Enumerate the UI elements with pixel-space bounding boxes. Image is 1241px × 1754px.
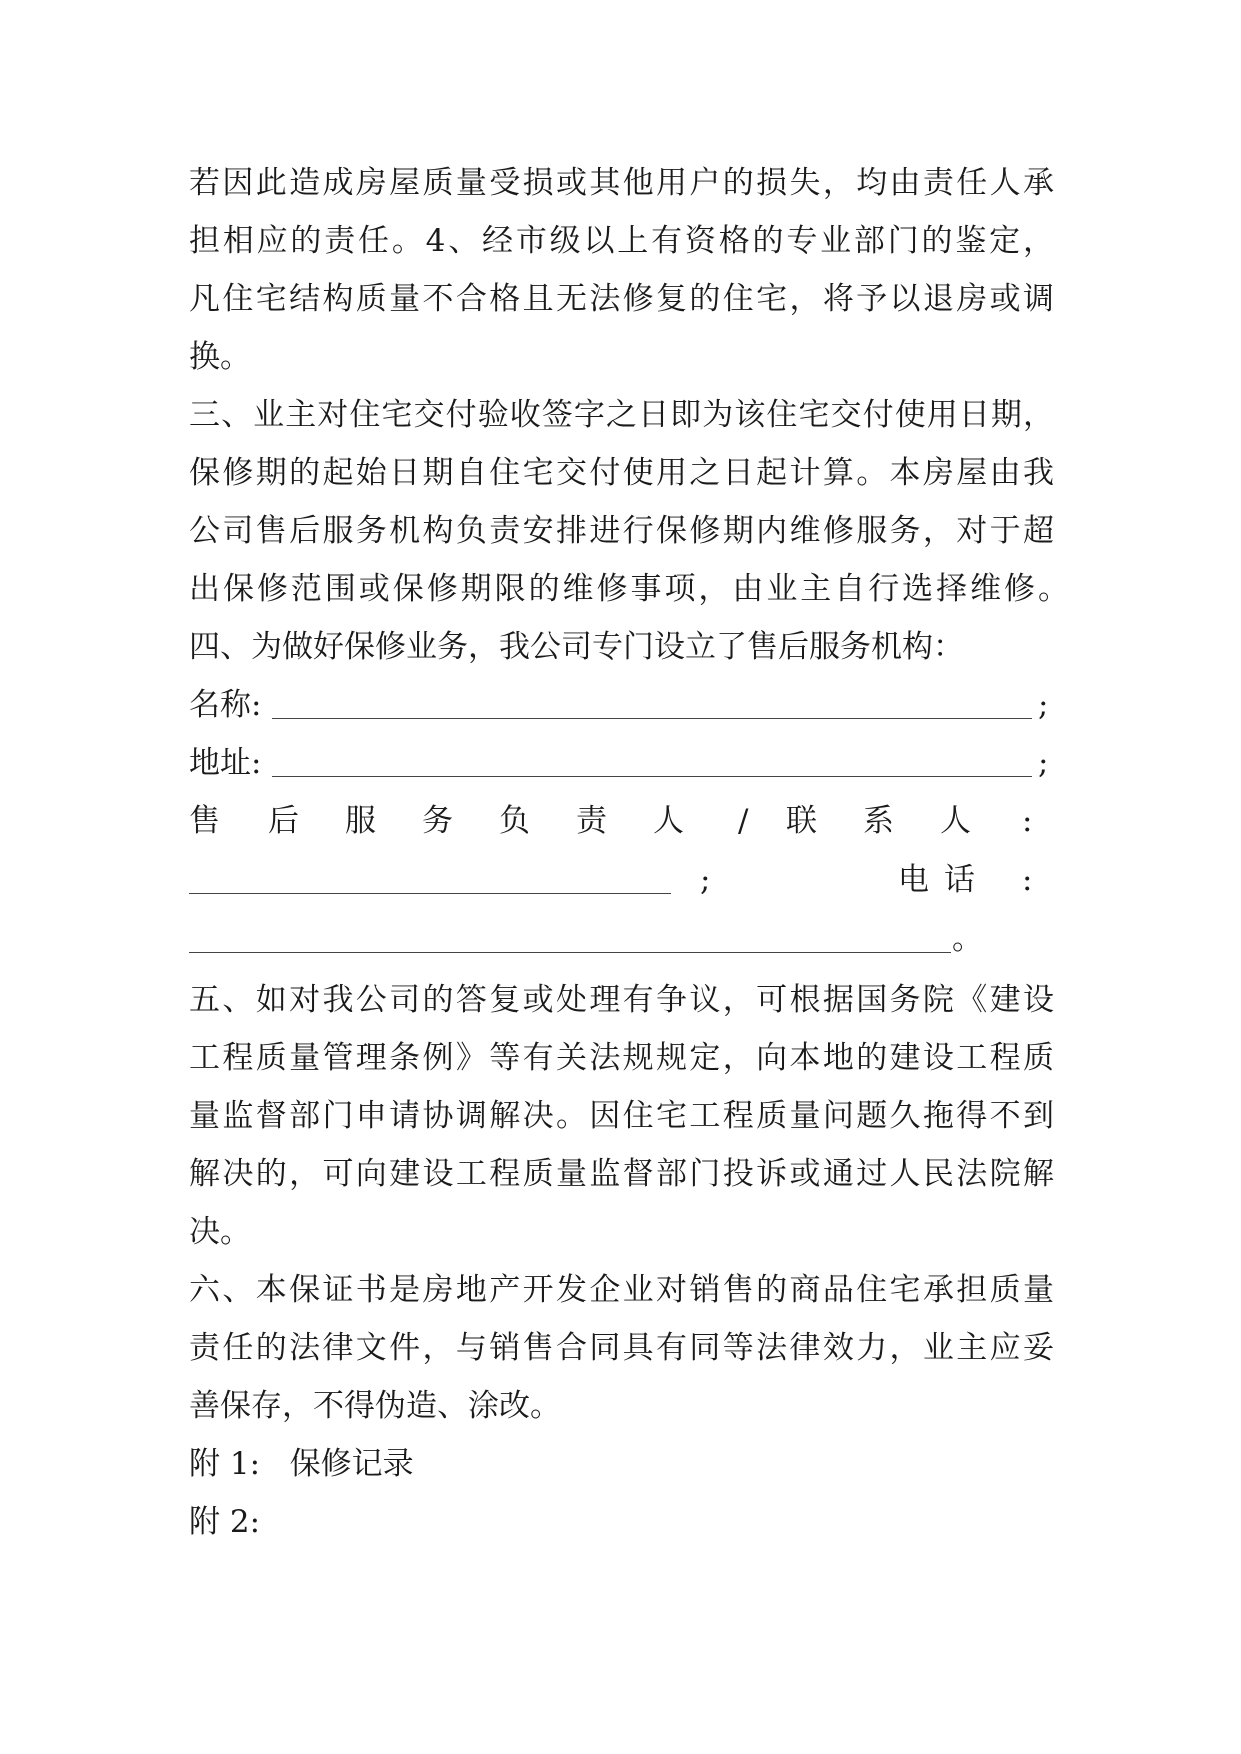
- paragraph-line: 善保存，不得伪造、涂改。: [189, 1388, 561, 1424]
- paragraph-line: 担相应的责任。4、经市级以上有资格的专业部门的鉴定，: [189, 223, 1054, 259]
- name-label: 名称:: [189, 687, 262, 723]
- paragraph-line: 责任的法律文件，与销售合同具有同等法律效力，业主应妥: [189, 1330, 1054, 1366]
- paragraph-line: 工程质量管理条例》等有关法规规定，向本地的建设工程质: [189, 1040, 1054, 1076]
- phone-char: :: [1022, 862, 1033, 898]
- phone-char: 话: [944, 862, 975, 898]
- paragraph-line: 五、如对我公司的答复或处理有争议，可根据国务院《建设: [189, 982, 1054, 1018]
- contact-char: 负: [499, 803, 530, 839]
- phone-char: 电: [898, 862, 929, 898]
- phone-end: 。: [952, 921, 983, 957]
- contact-blank: [189, 893, 671, 894]
- name-blank: [272, 718, 1032, 719]
- paragraph-line: 公司售后服务机构负责安排进行保修期内维修服务，对于超: [189, 513, 1054, 549]
- paragraph-line: 保修期的起始日期自住宅交付使用之日起计算。本房屋由我: [189, 455, 1054, 491]
- contact-char: 后: [268, 803, 299, 839]
- paragraph-line: 若因此造成房屋质量受损或其他用户的损失，均由责任人承: [189, 165, 1054, 201]
- paragraph-line: 量监督部门申请协调解决。因住宅工程质量问题久拖得不到: [189, 1098, 1054, 1134]
- contact-char: 服: [345, 803, 376, 839]
- paragraph-line: 六、本保证书是房地产开发企业对销售的商品住宅承担质量: [189, 1272, 1054, 1308]
- contact-char: 系: [863, 803, 894, 839]
- address-end: ;: [1038, 745, 1049, 781]
- contact-char: 售: [189, 803, 220, 839]
- contact-char: 人: [653, 803, 684, 839]
- paragraph-line: 解决的，可向建设工程质量监督部门投诉或通过人民法院解: [189, 1156, 1054, 1192]
- paragraph-line: 决。: [189, 1214, 251, 1250]
- phone-blank: [189, 952, 951, 953]
- contact-char: 联: [786, 803, 817, 839]
- address-blank: [272, 776, 1032, 777]
- contact-char: /: [738, 803, 749, 839]
- contact-char: 责: [576, 803, 607, 839]
- paragraph-line: 三、业主对住宅交付验收签字之日即为该住宅交付使用日期，: [189, 397, 1054, 433]
- contact-char: 人: [940, 803, 971, 839]
- attachment-1: 附 1: 保修记录: [189, 1446, 414, 1482]
- paragraph-line: 四、为做好保修业务，我公司专门设立了售后服务机构：: [189, 629, 964, 665]
- attachment-2: 附 2:: [189, 1504, 261, 1540]
- paragraph-line: 出保修范围或保修期限的维修事项，由业主自行选择维修。: [189, 571, 1069, 607]
- address-label: 地址:: [189, 745, 262, 781]
- contact-end: ;: [700, 862, 711, 898]
- contact-char: 务: [422, 803, 453, 839]
- paragraph-line: 凡住宅结构质量不合格且无法修复的住宅，将予以退房或调: [189, 281, 1054, 317]
- name-end: ;: [1038, 687, 1049, 723]
- paragraph-line: 换。: [189, 339, 251, 375]
- contact-char: :: [1022, 803, 1033, 839]
